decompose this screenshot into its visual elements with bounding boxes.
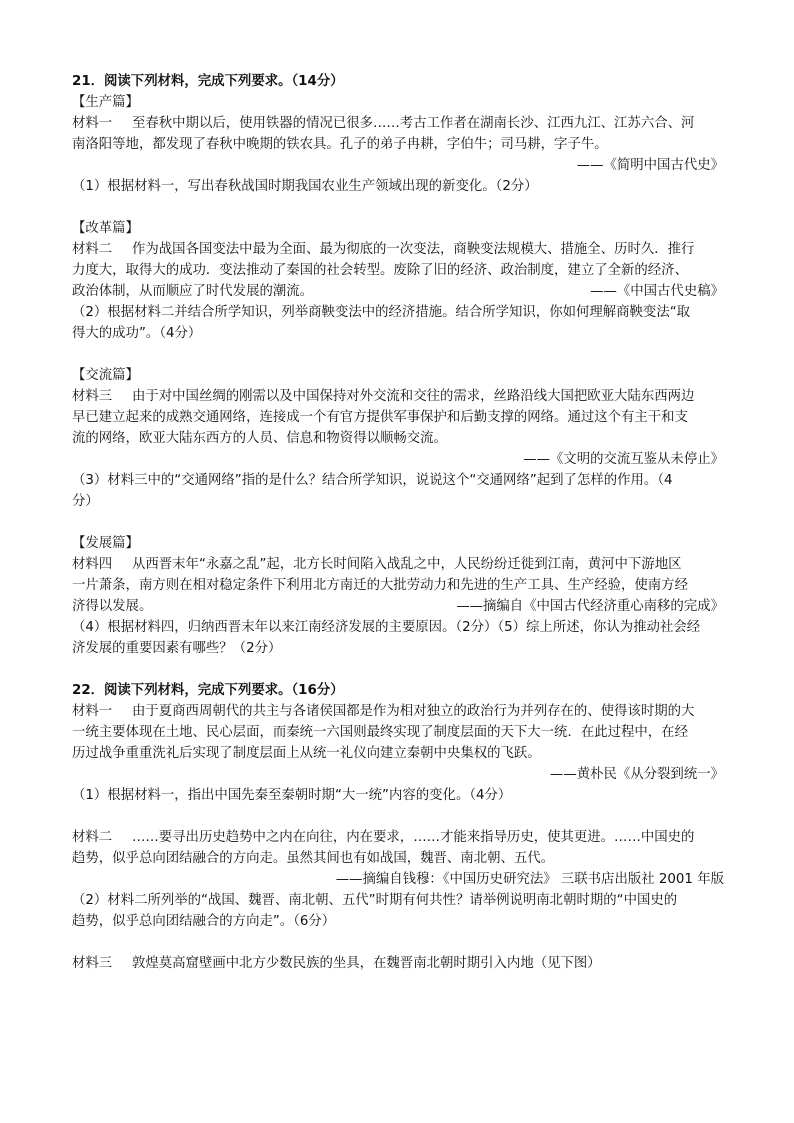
question-21-3-line-1: （3）材料三中的“交通网络”指的是什么？结合所学知识，说说这个“交通网络”起到了怎样的作用。（4 [72,473,673,488]
section-title-development: 【发展篇】 [72,536,139,551]
material-label: 材料三 [72,956,113,971]
material-3-line-2: 早已建立起来的成熟交通网络，连接成一个有官方提供军事保护和后勤支撑的网络。通过这个有主干和支 [72,410,688,425]
question-21-2-line-1: （2）根据材料二并结合所学知识，列举商鞅变法中的经济措施。结合所学知识，你如何理解商鞅变法“取 [72,305,691,320]
q22-material-2-line-1: 材料二 ……要寻出历史趋势中之内在向往，内在要求，……才能来指导历史，使其更进。……中国史的 [72,828,724,848]
material-1-line-1: 材料一 至春秋中期以后，使用铁器的情况已很多……考古工作者在湖南长沙、江西九江、江苏六合、河 [72,114,724,134]
q22-material-1-line-3: 历过战争重重洗礼后实现了制度层面上从统一礼仪向建立秦朝中央集权的飞跃。 [72,746,541,761]
material-1-line-2: 南洛阳等地，都发现了春秋中晚期的铁农具。孔子的弟子冉耕，字伯牛；司马耕，字子牛。 [72,137,608,152]
question-22-2-line-2: 趋势，似乎总向团结融合的方向走”。（6分） [72,914,336,929]
material-3-line-3: 流的网络，欧亚大陆东西方的人员、信息和物资得以顺畅交流。 [72,431,447,446]
section-title-reform: 【改革篇】 [72,221,139,236]
question-21-4-line-2: 济发展的重要因素有哪些？（2分） [72,641,282,656]
material-4-line-1: 材料四 从西晋末年“永嘉之乱”起，北方长时间陷入战乱之中，人民纷纷迁徙到江南，黄河中下游地区 [72,555,724,575]
section-title-exchange: 【交流篇】 [72,368,139,383]
material-2-line-2: 力度大，取得大的成功．变法推动了秦国的社会转型。废除了旧的经济、政治制度，建立了全新的经济、 [72,263,688,278]
material-2-line-3: 政治体制，从而顺应了时代发展的潮流。 ——《中国古代史稿》 [72,282,724,302]
material-label: 材料一 [72,704,113,719]
q22-material-1-source: ——黄朴民《从分裂到统一》 [549,767,724,782]
q22-material-1-line-2: 一统主要体现在土地、民心层面，而秦统一六国则最终实现了制度层面的天下大一统．在此过程中，在经 [72,725,688,740]
question-21-1: （1）根据材料一，写出春秋战国时期我国农业生产领域出现的新变化。（2分） [72,179,538,194]
question-21-2-line-2: 得大的成功”。（4分） [72,326,202,341]
question-21-3-line-2: 分） [72,494,99,509]
material-4-line-2: 一片萧条，南方则在相对稳定条件下利用北方南迁的大批劳动力和先进的生产工具、生产经验，使南方经 [72,578,688,593]
q22-material-1-line-1: 材料一 由于夏商西周朝代的共主与各诸侯国都是作为相对独立的政治行为并列存在的、使得该时期的大 [72,702,724,722]
material-3-source: ——《文明的交流互鉴从未停止》 [523,452,724,467]
section-title-production: 【生产篇】 [72,95,139,110]
question-22-2-line-1: （2）材料二所列举的“战国、魏晋、南北朝、五代”时期有何共性？请举例说明南北朝时期的“中国史的 [72,893,678,908]
material-2-line-1: 材料二 作为战国各国变法中最为全面、最为彻底的一次变法，商鞅变法规模大、措施全、历时久．推行 [72,240,724,260]
q22-material-2-source: ——摘编自钱穆：《中国历史研究法》 三联书店出版社 2001 年版 [335,872,724,887]
q22-material-2-line-2: 趋势，似乎总向团结融合的方向走。虽然其间也有如战国，魏晋、南北朝、五代。 [72,851,555,866]
material-label: 材料三 [72,389,113,404]
material-label: 材料二 [72,242,113,257]
material-2-source: ——《中国古代史稿》 [590,284,724,299]
material-3-line-1: 材料三 由于对中国丝绸的刚需以及中国保持对外交流和交往的需求，丝路沿线大国把欧亚大陆东西两边 [72,387,724,407]
q22-heading: 22．阅读下列材料，完成下列要求。（16分） [72,683,344,698]
q21-heading: 21．阅读下列材料，完成下列要求。（14分） [72,74,344,89]
material-label: 材料四 [72,557,113,572]
material-label: 材料二 [72,830,113,845]
q22-material-3-line-1: 材料三 敦煌莫高窟壁画中北方少数民族的坐具，在魏晋南北朝时期引入内地（见下图） [72,954,724,974]
question-21-4-line-1: （4）根据材料四，归纳西晋末年以来江南经济发展的主要原因。（2分）（5）综上所述，你认为推动社会经 [72,620,701,635]
material-label: 材料一 [72,116,113,131]
material-4-source: ——摘编自《中国古代经济重心南移的完成》 [456,599,724,614]
material-1-source: ——《简明中国古代史》 [576,158,724,173]
material-4-line-3: 济得以发展。 ——摘编自《中国古代经济重心南移的完成》 [72,597,724,617]
question-22-1: （1）根据材料一，指出中国先秦至秦朝时期“大一统”内容的变化。（4分） [72,788,512,803]
